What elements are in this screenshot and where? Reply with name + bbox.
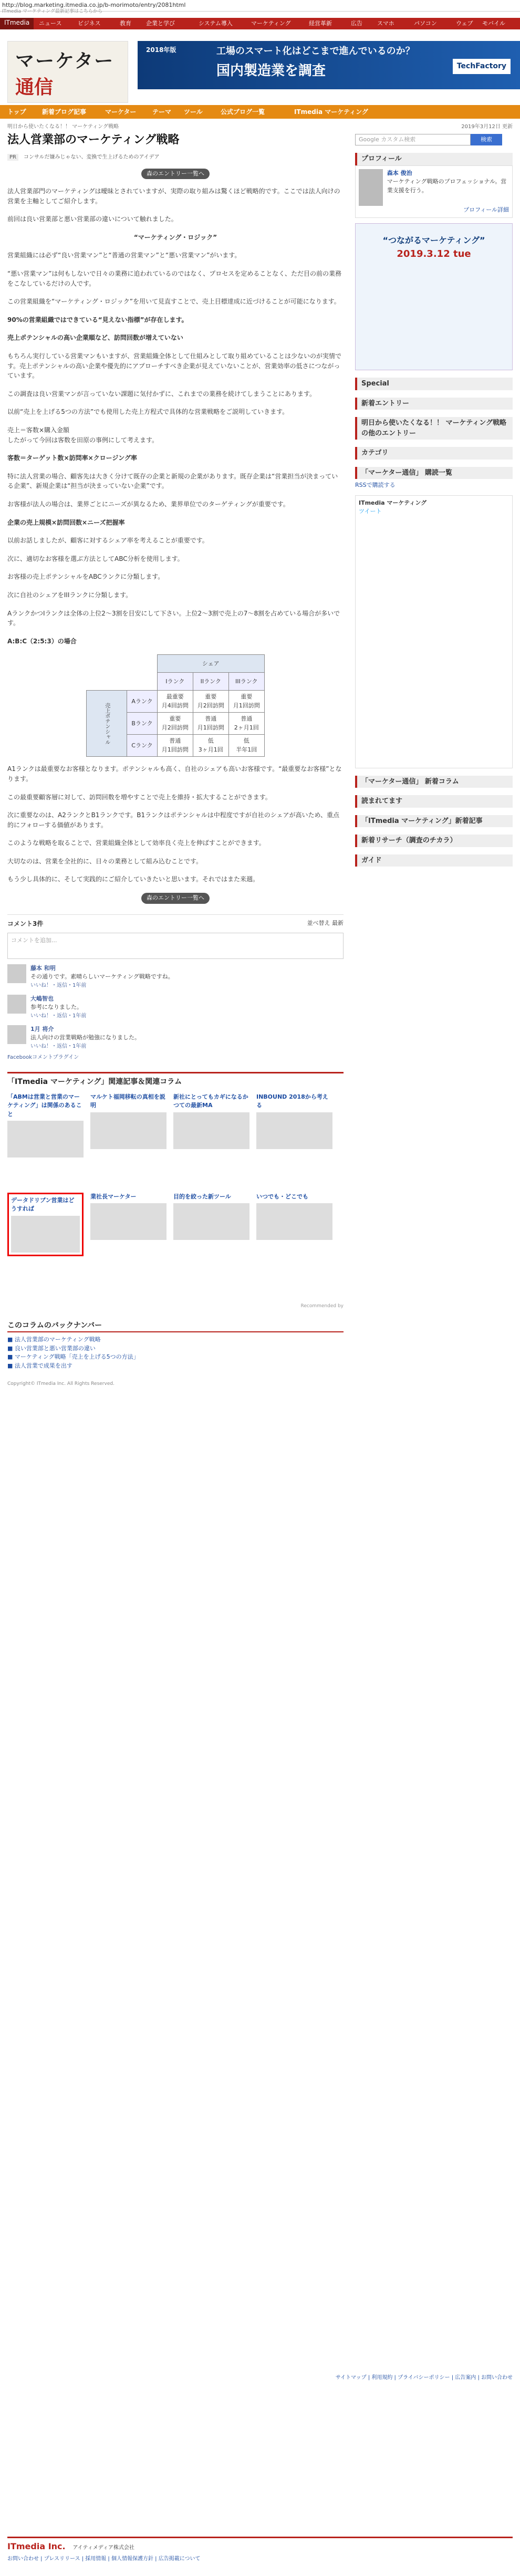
paragraph: もう少し具体的に、そして実践的にご紹介していきたいと思います。それではまた来週。 xyxy=(7,875,259,883)
special-heading: Special xyxy=(355,378,513,390)
paragraph: もちろん実行している営業マンもいますが、営業組織全体として仕組みとして取り組めていることは少ないのが実情です。売上ポテンシャルの高い企業や優先的にアプローチすべき企業が見えていないことが、営業効率の低さにつながっています。 xyxy=(7,352,342,380)
paragraph: 売上＝客数×購入金額 したがって今回は客数を田原の事例にして考えます。 xyxy=(7,426,159,444)
paragraph: このような戦略を取ることで、営業組織全体として効率良く売上を伸ばすことができます。 xyxy=(7,839,265,847)
onav-tools[interactable]: ツール xyxy=(184,108,203,116)
onav-top[interactable]: トップ xyxy=(7,108,26,116)
paragraph: “悪い営業マン”は何もしないで日々の業務に追われているのではなく、プロセスを定めることなく、ただ目の前の業務をこなしているだけの人です。 xyxy=(7,270,341,287)
nav-business[interactable]: ビジネス xyxy=(78,20,101,27)
onav-theme[interactable]: テーマ xyxy=(152,108,172,116)
comments-count: コメント3件 xyxy=(7,920,44,927)
nav-education[interactable]: 教育 xyxy=(120,20,131,27)
nav-ads[interactable]: 広告 xyxy=(351,20,362,27)
sitemap-links[interactable]: サイトマップ | 利用規約 | プライバシーポリシー | 広告案内 | お問い合わせ xyxy=(335,2375,513,2381)
backnumber-list xyxy=(7,1336,344,1370)
comment-author[interactable]: 藤本 和明 xyxy=(30,964,56,972)
footer-bottom-links[interactable]: お問い合わせ | プレスリリース | 採用情報 | 個人情報保護方針 | 広告掲載について xyxy=(7,2556,201,2562)
comment xyxy=(7,1025,344,1050)
tweet-label: ツイート xyxy=(359,508,382,515)
paragraph: 大切なのは、営業を全社的に、日々の業務として組み込むことです。 xyxy=(7,857,203,865)
profile-heading: プロフィール xyxy=(355,153,513,165)
nav-marketing[interactable]: マーケティング xyxy=(251,20,291,27)
blog-list-heading: 「マーケター通信」 購読一覧 xyxy=(355,467,513,479)
related-card[interactable] xyxy=(7,1093,84,1158)
profile-desc: マーケティング戦略のプロフェッショナル。営業支援を行う。 xyxy=(387,178,507,194)
comment-input[interactable]: コメントを追加... xyxy=(7,933,344,959)
paragraph: 以前“売上を上げる5つの方法”でも使用した売上方程式で具体的な営業戦略をご説明していきます。 xyxy=(7,408,289,416)
onav-marketer[interactable]: マーケター xyxy=(105,108,137,116)
ad-banner[interactable] xyxy=(138,41,520,89)
related-card-image xyxy=(256,1203,332,1240)
paragraph: AランクかつIランクは全体の上位2～3割を目安にして下さい。上位2～3割で売上の7～8割を占めている場合が多いです。 xyxy=(7,609,340,627)
related-card[interactable] xyxy=(90,1193,167,1240)
paragraph: お客様の売上ポテンシャルをABCランクに分類します。 xyxy=(7,573,164,581)
twitter-title: ITmedia マーケティング xyxy=(359,499,427,506)
category-heading: カテゴリ xyxy=(355,447,513,460)
logo-line1: マーケター xyxy=(15,50,115,72)
comment-body xyxy=(30,1025,140,1050)
company-sub: アイティメディア株式会社 xyxy=(72,2545,134,2551)
paragraph: 前回は良い営業部と悪い営業部の違いについて触れました。 xyxy=(7,215,178,223)
paragraph: 特に法人営業の場合、顧客先は大きく分けて既存の企業と新規の企業があります。既存企業は“営業担当が決まっている企業”、新規企業は“担当が決まっていない企業”です。 xyxy=(7,472,338,490)
article xyxy=(7,123,344,1388)
nav-news[interactable]: ニュース xyxy=(39,20,62,27)
paragraph: 客数＝ターゲット数×訪問率×クロージング率 xyxy=(7,454,137,462)
avatar xyxy=(7,1025,26,1044)
comment-text: その通りです。素晴らしいマーケティング戦略ですね。 xyxy=(30,973,174,981)
nav-pc[interactable]: パソコン xyxy=(414,20,437,27)
pr-line[interactable] xyxy=(7,153,344,161)
comment-author[interactable]: 1月 将介 xyxy=(30,1025,54,1033)
related-card-title: 目的を絞った新ツール xyxy=(173,1193,231,1200)
article-category[interactable]: 明日から使いたくなる！！ マーケティング戦略 xyxy=(7,124,119,130)
event-title: “つながるマーケティング” xyxy=(382,235,485,245)
twitter-widget[interactable] xyxy=(355,495,513,768)
related-card-image xyxy=(256,1112,332,1149)
matrix-row-label: Bランク xyxy=(127,713,157,735)
related-card-title: データドリブン営業はどうすれば xyxy=(11,1196,75,1213)
ranking-heading: 「マーケター通信」 新着コラム xyxy=(355,776,513,788)
nav-smartphone[interactable]: スマホ xyxy=(377,20,394,27)
related-card[interactable] xyxy=(256,1193,332,1240)
event-ad[interactable] xyxy=(355,223,513,370)
guide-heading: ガイド xyxy=(355,854,513,867)
matrix-col: Iランク xyxy=(157,673,193,691)
footer-brand xyxy=(7,2537,513,2563)
itmedia-new-heading: 「ITmedia マーケティング」新着記事 xyxy=(355,815,513,828)
paragraph: この営業組織を“マーケティング・ロジック”を用いて見直すことで、売上目標達成に近づけることが可能になります。 xyxy=(7,298,340,306)
paragraph: 次に自社のシェアをIIIランクに分類します。 xyxy=(7,591,132,599)
banner-label: 2018年版 xyxy=(146,46,176,54)
small-copyright: Copyright© ITmedia Inc. All Rights Reserved. xyxy=(7,1381,115,1387)
related-card[interactable] xyxy=(173,1193,249,1240)
related-card[interactable] xyxy=(7,1193,84,1256)
site-logo[interactable] xyxy=(7,41,128,103)
banner-line2: 国内製造業を調査 xyxy=(216,63,326,79)
event-date: 2019.3.12 tue xyxy=(397,248,471,259)
related-card-image xyxy=(90,1112,167,1149)
comment-text: 参考になりました。 xyxy=(30,1004,82,1011)
related-card[interactable] xyxy=(173,1093,249,1149)
backnumber-section xyxy=(7,1320,344,1388)
avatar xyxy=(359,169,383,206)
paragraph: 90%の営業組織ではできている“見えない指標”が存在します。 xyxy=(7,316,188,324)
related-card-image xyxy=(90,1203,167,1240)
related-card-title: INBOUND 2018から考える xyxy=(256,1093,328,1109)
profile-box xyxy=(355,165,513,218)
rss-link[interactable]: RSSで購読する xyxy=(355,482,396,488)
onav-new[interactable]: 新着ブログ記事 xyxy=(42,108,87,116)
matrix-cell: 普通 月1回訪問 xyxy=(193,713,228,735)
matrix-cell: 低 3ヶ月1回 xyxy=(193,735,228,757)
backnumber-item[interactable]: ■ マーケティング戦略「売上を上げる5つの方法」 xyxy=(7,1353,139,1361)
comments-header xyxy=(7,919,344,929)
onav-official[interactable]: 公式ブログ一覧 xyxy=(221,108,265,116)
related-card-image xyxy=(173,1112,249,1149)
top-tagline: ITmedia マーケティング最新記事はこちらから xyxy=(2,9,102,14)
onav-itmedia-marketing[interactable]: ITmedia マーケティング xyxy=(294,108,368,116)
paragraph: 売上ポテンシャルの高い企業順など、訪問回数が増えていない xyxy=(7,334,183,342)
related-card-title: 業社長マーケター xyxy=(90,1193,137,1200)
update-date: 2019年3月12日 更新 xyxy=(461,124,513,130)
comment xyxy=(7,995,344,1020)
comment-author[interactable]: 大嶋智也 xyxy=(30,995,54,1002)
comment-body xyxy=(30,964,174,989)
comment-meta[interactable]: いいね！・返信・1年前 xyxy=(30,1013,87,1019)
related-section xyxy=(7,1072,344,1310)
search-input[interactable]: Google カスタム検索 xyxy=(355,134,471,145)
paragraph: A1ランクは最重要なお客様となります。ポテンシャルも高く、自社のシェアも高いお客様です。“最重要なお客様”となります。 xyxy=(7,765,342,783)
backnumber-item[interactable]: ■ 法人営業で成果を出す xyxy=(7,1362,72,1369)
entry-list-button-top[interactable]: 森のエントリー一覧へ xyxy=(141,169,210,180)
nav-system[interactable]: システム導入 xyxy=(199,20,233,27)
paragraph: “マーケティング・ロジック” xyxy=(133,233,217,241)
sidebar xyxy=(355,123,513,867)
matrix-cell: 重要 月1回訪問 xyxy=(228,691,264,713)
search-box xyxy=(355,134,513,145)
matrix-cell: 低 半年1回 xyxy=(228,735,264,757)
matrix-cell: 重要 月2回訪問 xyxy=(193,691,228,713)
related-card-title: 新社にとってもカギになるかつての最新MA xyxy=(173,1093,248,1109)
abc-matrix xyxy=(86,654,264,757)
comments-section xyxy=(7,914,344,1061)
related-cards xyxy=(7,1093,344,1303)
article-body-after xyxy=(7,764,344,884)
avatar xyxy=(7,995,26,1014)
nav-reform[interactable]: 経営革新 xyxy=(309,20,332,27)
company-logo[interactable]: ITmedia Inc. xyxy=(7,2541,66,2551)
comment-text: 法人向けの営業戦略が勉強になりました。 xyxy=(30,1034,140,1041)
matrix-cell: 普通 2ヶ月1回 xyxy=(228,713,264,735)
search-button[interactable]: 検索 xyxy=(471,134,502,145)
logo-line2: 通信 xyxy=(15,76,54,98)
itmedia-home-link[interactable]: ITmedia xyxy=(0,18,34,29)
related-card-image xyxy=(173,1203,249,1240)
related-entries-heading: 明日から使いたくなる！！ マーケティング戦略の他のエントリー xyxy=(355,417,513,440)
matrix-col: IIIランク xyxy=(228,673,264,691)
paragraph: 次に、適切なお客様を選ぶ方法としてABC分析を使用します。 xyxy=(7,555,184,562)
comment-meta[interactable]: いいね！・返信・1年前 xyxy=(30,1043,87,1049)
backnumber-item[interactable]: ■ 法人営業部のマーケティング戦略 xyxy=(7,1336,101,1343)
fb-plugin[interactable]: Facebookコメントプラグイン xyxy=(7,1054,79,1060)
comment-list xyxy=(7,964,344,1050)
matrix-corner2 xyxy=(87,673,157,691)
comments-sort[interactable]: 並べ替え 最新 xyxy=(307,919,344,926)
related-card-image xyxy=(11,1216,80,1253)
related-card-title: マルケト福岡移転の真相を説明 xyxy=(90,1093,165,1109)
nav-web[interactable]: ウェブ xyxy=(456,20,473,27)
footer-columns xyxy=(7,2390,513,2526)
profile-name[interactable]: 森本 俊治 xyxy=(387,169,412,176)
matrix-row-label: Aランク xyxy=(127,691,157,713)
avatar xyxy=(7,964,26,983)
new-entry-heading: 新着エントリー xyxy=(355,398,513,410)
matrix-col: IIランク xyxy=(193,673,228,691)
matrix-cell: 最重要 月4回訪問 xyxy=(157,691,193,713)
paragraph: この最重要顧客層に対して、訪問回数を増やすことで売上を維持・拡大することができます。 xyxy=(7,793,272,801)
paragraph: 法人営業部門のマーケティングは曖昧とされていますが、実際の取り組みは驚くほど戦略的です。ここでは法人向けの営業を主軸としてご紹介します。 xyxy=(7,187,340,205)
paragraph: この調査は良い営業マンが言っていない課題に気付かずに、これまでの業務を続けてしまうことにあります。 xyxy=(7,390,316,398)
nav-learning[interactable]: 企業と学び xyxy=(146,20,175,27)
research-heading: 新着リサーチ（調査のチカラ） xyxy=(355,835,513,847)
paragraph: お客様が法人の場合は、業界ごとにニーズが異なるため、業界単位でのターゲティングが重要です。 xyxy=(7,500,289,508)
banner-line1: 工場のスマート化はどこまで進んでいるのか？ xyxy=(216,46,415,57)
pr-tag: PR xyxy=(7,154,18,161)
related-card[interactable] xyxy=(256,1093,332,1149)
matrix-corner xyxy=(87,655,157,673)
matrix-cell: 重要 月2回訪問 xyxy=(157,713,193,735)
related-sponsor[interactable]: Recommended by xyxy=(300,1303,344,1309)
banner-brand: TechFactory xyxy=(453,59,511,74)
paragraph: 次に重要なのは、A2ランクとB1ランクです。B1ランクはポテンシャルは中程度ですが自社のシェアが高いため、重点的にフォローする価値があります。 xyxy=(7,811,340,829)
matrix-cell: 普通 月1回訪問 xyxy=(157,735,193,757)
related-title: 「ITmedia マーケティング」関連記事＆関連コラム xyxy=(7,1077,182,1086)
related-card[interactable] xyxy=(90,1093,167,1149)
related-card-image xyxy=(7,1121,84,1157)
paragraph: A:B:C（2:5:3）の場合 xyxy=(7,637,77,645)
profile-more-link[interactable]: プロフィール詳細 xyxy=(463,206,509,213)
backnumber-item[interactable]: ■ 良い営業部と悪い営業部の違い xyxy=(7,1344,96,1352)
related-card-title: いつでも・どこでも xyxy=(256,1193,308,1200)
article-title: 法人営業部のマーケティング戦略 xyxy=(7,133,180,147)
entry-list-button-bottom[interactable]: 森のエントリー一覧へ xyxy=(141,893,210,904)
related-card-title: 「ABMは営業と営業のマーケティング」は関係のあること xyxy=(7,1093,82,1118)
nav-mobile[interactable]: モバイル xyxy=(482,20,505,27)
backnumber-title: このコラムのバックナンバー xyxy=(7,1320,344,1332)
paragraph: 営業組織には必ず“良い営業マン”と“普通の営業マン”と“悪い営業マン”がいます。 xyxy=(7,252,241,259)
comment-meta[interactable]: いいね！・返信・1年前 xyxy=(30,982,87,988)
page-url: http://blog.marketing.itmedia.co.jp/b-morimoto/entry/2081html xyxy=(2,2,186,8)
paragraph: 企業の売上規模×訪問回数×ニーズ把握率 xyxy=(7,518,125,526)
matrix-top-header: シェア xyxy=(157,655,264,673)
comment-body xyxy=(30,995,86,1020)
paragraph: 以前お話しましたが、顧客に対するシェア率を考えることが重要です。 xyxy=(7,537,209,545)
popular-heading: 読まれてます xyxy=(355,795,513,808)
article-body xyxy=(7,186,344,646)
comment xyxy=(7,964,344,989)
pr-text: コンサルだ嫌みじゃない、変換で生上げるためのアイデア xyxy=(23,154,160,160)
matrix-left-header: 売上ポテンシャル xyxy=(87,691,127,757)
matrix-row-label: Cランク xyxy=(127,735,157,757)
